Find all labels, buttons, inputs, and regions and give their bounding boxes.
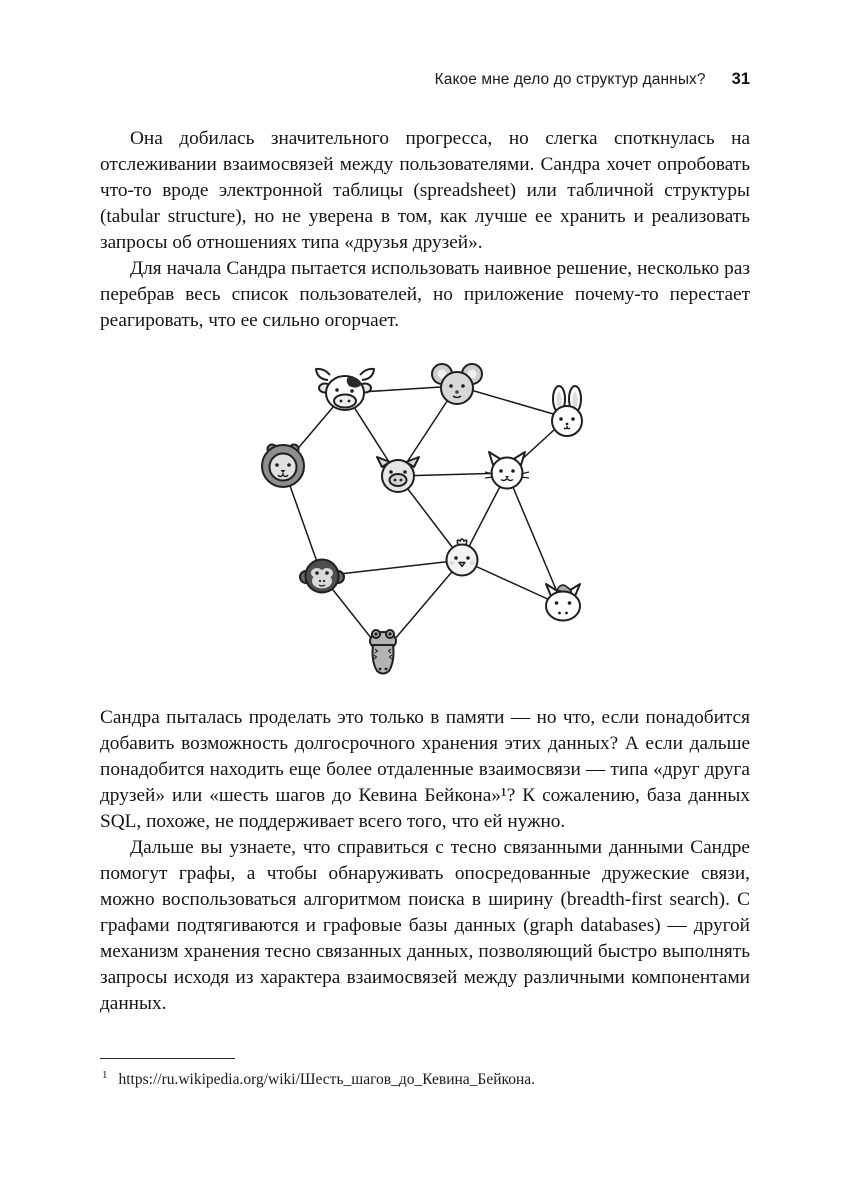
graph-node-chick — [447, 539, 478, 576]
friends-graph-svg — [195, 348, 655, 693]
graph-node-lion — [262, 445, 304, 488]
graph-node-rabbit — [552, 386, 582, 436]
footnote — [100, 1058, 750, 1090]
graph-node-mouse — [432, 364, 482, 404]
paragraph-2: Для начала Сандра пытается использовать наивное решение, несколько раз перебрав весь список пользователей, но приложение почему-то перестает реагировать, что ее сильно огорчает. — [100, 258, 750, 331]
graph-node-cow — [316, 369, 374, 410]
friends-graph-figure — [195, 348, 655, 693]
paragraph-1: Она добилась значительного прогресса, но слегка споткнулась на отслеживании взаимосвязей между пользователями. Сандра хочет опробовать что-то вроде электронной таблицы (spreadsheet) или табличной структуры (tabular structure), но не уверена в том, как лучше ее хранить и реализовать запросы об отношениях типа «друзья друзей». — [100, 128, 750, 253]
paragraph-3: Сандра пыталась проделать это только в памяти — но что, если понадобится добавить возможность долгосрочного хранения этих данных? А если дальше понадобится находить еще более отдаленные взаимосвязи — типа «друг друга друзей» или «шесть шагов до Кевина Бейкона»¹? К сожалению, база данных SQL, похоже, не поддерживает всего того, что ей нужно. — [100, 707, 750, 832]
page-header — [100, 70, 750, 89]
footnote-url: https://ru.wikipedia.org/wiki/Шесть_шагов_до_Кевина_Бейкона. — [118, 1071, 536, 1088]
graph-node-crocodile — [370, 630, 396, 674]
graph-node-horse — [546, 584, 580, 621]
footnote-marker: 1 — [102, 1069, 108, 1081]
page-content — [100, 126, 750, 1017]
graph-edge-cat-horse — [507, 473, 563, 606]
graph-node-monkey — [300, 560, 344, 593]
graph-node-pig — [377, 457, 419, 492]
running-head-title: Какое мне дело до структур данных? — [434, 71, 706, 88]
graph-node-cat — [485, 452, 529, 489]
paragraph-4: Дальше вы узнаете, что справиться с тесно связанными данными Сандре помогут графы, а чтобы обнаруживать опосредованные дружеские связи, можно воспользоваться алгоритмом поиска в ширину (breadth-first search). С графами подтягиваются и графовые базы данных (graph databases) — другой механизм хранения тесно связанных данных, позволяющий быстро выполнять запросы исходя из характера взаимосвязей между различными компонентами данных. — [100, 837, 750, 1014]
page-number: 31 — [731, 70, 750, 88]
footnote-separator — [100, 1058, 235, 1059]
